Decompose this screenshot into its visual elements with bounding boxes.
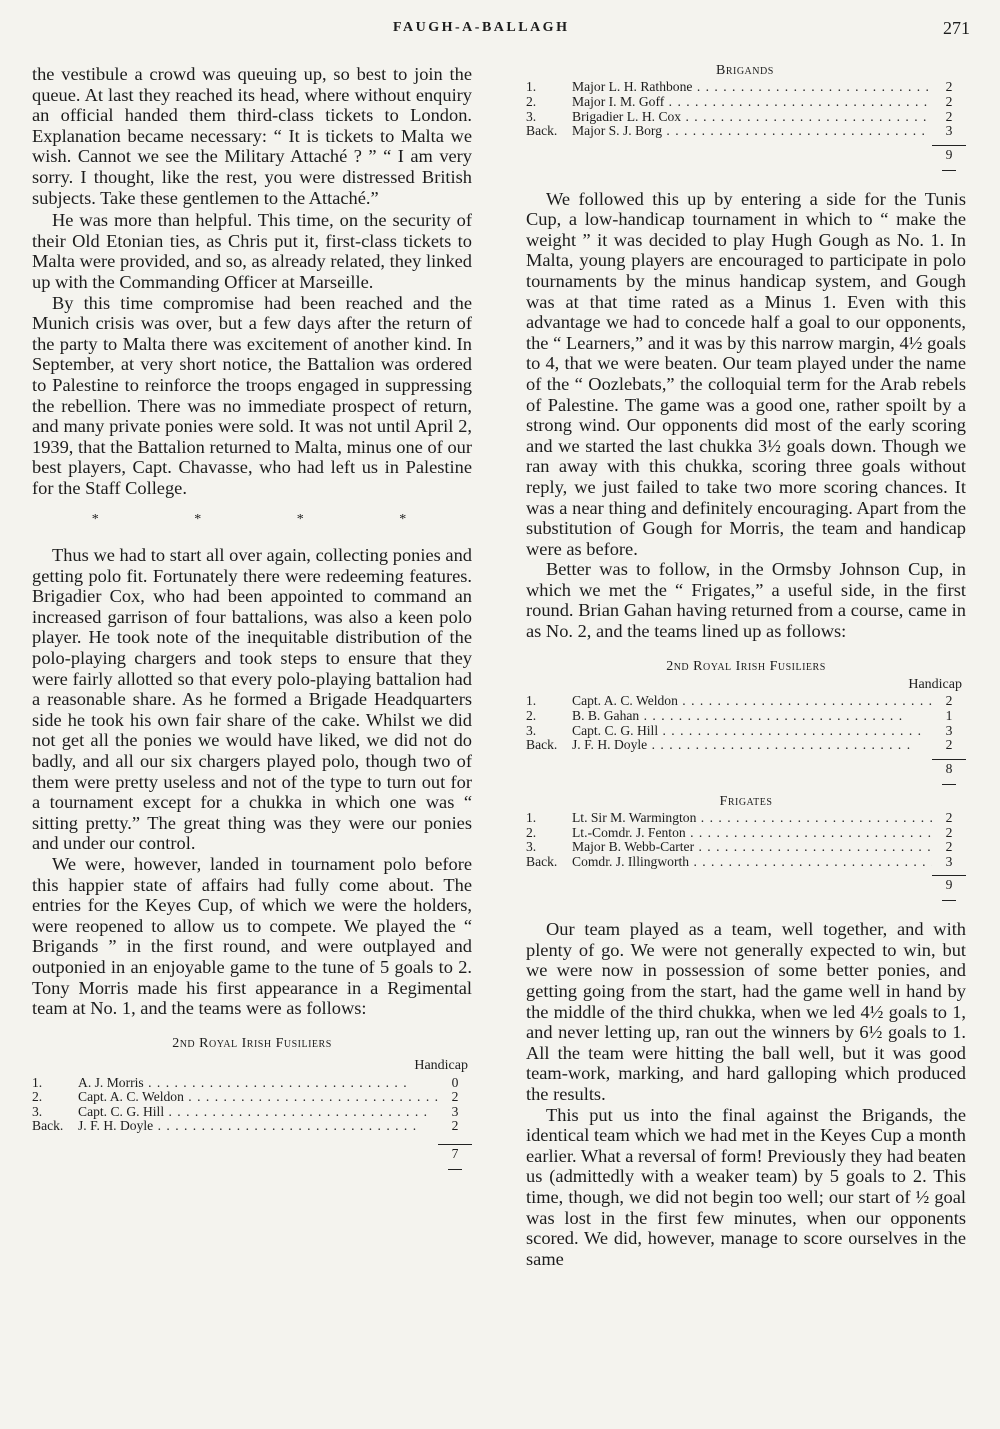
handicap-value: 3 — [945, 853, 953, 869]
position: 3. — [526, 108, 537, 124]
player-name: Capt. C. G. Hill . . — [572, 724, 932, 738]
handicap-value: 2 — [451, 1118, 459, 1134]
running-title: FAUGH-A-BALLAGH — [393, 20, 570, 35]
position: 1. — [526, 810, 537, 826]
total-rule — [526, 893, 966, 907]
team-title: 2nd Royal Irish Fusiliers — [666, 658, 826, 674]
handicap-value: 2 — [945, 108, 953, 124]
position: 2. — [526, 94, 537, 109]
handicap-label: Handicap — [908, 677, 962, 693]
player-name: Capt. C. G. Hill . . — [78, 1105, 438, 1119]
team-lineup-frigates — [526, 795, 966, 908]
position: Back. — [32, 1118, 64, 1134]
paragraph: We were, however, landed in tournament polo before this happier state of affairs had fully come about. The entries for the Keyes Cup, of which we were the holders, were reopened to allow us to compete. We played the “ Brigands ” in the first round, and were outplayed and outponied in an enjoyable game to the tune of 5 goals to 2. Tony Morris made his first appearance in a Regimental team at No. 1, and the teams were as follows: — [32, 853, 472, 1019]
position: 2. — [526, 708, 537, 724]
paragraph: the vestibule a crowd was queuing up, so best to join the queue. At last they reached its head, where without enquiry an official handed them third-class tickets to London. Explanation became necessary: “ It is tickets to Malta we wish. Cannot we see the Military Attaché ? ” “ I am very sorry. I thought, like the rest, you were distressed British subjects. Take these gentlemen to the Attaché.” — [32, 64, 472, 208]
handicap-value: 3 — [945, 123, 953, 139]
paragraph: We followed this up by entering a side for the Tunis Cup, a low-handicap tournament in which to “ make the weight ” it was decided to play Hugh Gough as No. 1. In Malta, young players are encouraged to participate in polo tournaments by the minus handicap system, and Gough was at that time rated as a Minus 1. Even with this advantage we had to concede half a goal to our opponents, the “ Learners,” and it was by this narrow margin, 4½ goals to 4, that we were beaten. Our team played under the name of the “ Oozlebats,” the colloquial term for the Arab rebels of Palestine. The game was a good one, rather spoilt by a strong wind. Our opponents did most of the early scoring and we started the last chukka 3½ goals down. Though we ran away with this chukka, scoring three goals without reply, we just failed to take two more scoring chances. It was a near thing and definitely encouraging. Apart from the substitution of Gough for Morris, the team and handicap were as before. — [526, 188, 966, 559]
handicap-total — [32, 1144, 472, 1161]
position: 1. — [526, 693, 537, 709]
left-column — [32, 64, 472, 1176]
position: 2. — [526, 824, 537, 840]
total-rule — [526, 776, 966, 790]
lineup-row — [32, 1119, 472, 1134]
lineup-row — [526, 738, 966, 753]
handicap-value: 2 — [945, 94, 953, 109]
lineup-row — [526, 811, 966, 826]
lineup-row — [526, 826, 966, 841]
position: 3. — [32, 1103, 43, 1119]
position: 3. — [526, 839, 537, 855]
handicap-value: 2 — [945, 810, 953, 826]
handicap-value: 2 — [945, 737, 953, 753]
team-lineup-rif — [32, 1037, 472, 1176]
handicap-value: 2 — [945, 79, 953, 95]
paragraph: Our team played as a team, well together, and with plenty of go. We were not generally expected to win, but we were now in possession of some better ponies, and getting going from the start, had the game well in hand by the middle of the third chukka, when we led 4½ goals to 1, and never letting up, ran out the winners by 6½ goals to 1. All the team were hitting the ball well, but it was good team-work, marking, and hard galloping which produced the results. — [526, 919, 966, 1104]
lineup-row — [526, 709, 966, 724]
handicap-value: 3 — [451, 1103, 459, 1119]
lineup-row — [526, 840, 966, 855]
paragraph: By this time compromise had been reached and the Munich crisis was over, but a few days after the return of the party to Malta there was excitement of another kind. In September, at very short notice, the Battalion was ordered to Palestine to reinforce the troops engaged in suppressing the rebellion. There was no immediate prospect of return, and many private ponies were sold. It was not until April 2, 1939, that the Battalion returned to Malta, minus one of our best players, Capt. Chavasse, who had left us in Palestine for the Staff College. — [32, 292, 472, 498]
position: 1. — [526, 79, 537, 95]
player-name: B. B. Gahan . . — [572, 709, 932, 723]
position: 1. — [32, 1074, 43, 1090]
handicap-total — [526, 145, 966, 162]
lineup-row — [32, 1090, 472, 1105]
total-value: 9 — [932, 875, 966, 892]
player-name: Major B. Webb-Carter . . — [572, 840, 932, 854]
player-name: Brigadier L. H. Cox . . — [572, 110, 932, 124]
section-separator: * * * * — [91, 512, 453, 528]
total-value: 7 — [438, 1144, 472, 1161]
position: Back. — [526, 853, 558, 869]
position: 3. — [526, 722, 537, 738]
lineup-row — [32, 1076, 472, 1091]
player-name: A. J. Morris . . — [78, 1076, 438, 1090]
player-name: J. F. H. Doyle . . — [572, 738, 932, 752]
lineup-row — [526, 80, 966, 95]
player-name: Major I. M. Goff . . — [572, 95, 932, 109]
team-lineup-brigands — [526, 64, 966, 177]
handicap-value: 1 — [945, 708, 953, 724]
handicap-value: 2 — [945, 824, 953, 840]
position: 2. — [32, 1089, 43, 1105]
player-name: Lt. Sir M. Warmington . . — [572, 811, 932, 825]
page-number: 271 — [943, 18, 970, 38]
handicap-value: 2 — [451, 1089, 459, 1105]
team-title: Brigands — [716, 63, 774, 78]
total-value: 9 — [932, 145, 966, 162]
handicap-value: 3 — [945, 722, 953, 738]
lineup-row — [526, 124, 966, 139]
position: Back. — [526, 737, 558, 753]
paragraph: This put us into the final against the Brigands, the identical team which we had met in the Keyes Cup a month earlier. What a reversal of form! Previously they had beaten us (admittedly with a weaker team) by 5 goals to 2. This time, though, we did not begin too well; our start of ½ goal was lost in the first few minutes, when our opponents scored. We did, however, manage to score ourselves in the same — [526, 1104, 966, 1269]
paragraph: He was more than helpful. This time, on the security of their Old Etonian ties, as Chris put it, first-class tickets to Malta were provided, and so, as already related, they linked up with the Commanding Officer at Marseille. — [32, 210, 472, 292]
right-column — [526, 64, 966, 1269]
lineup-row — [526, 694, 966, 709]
player-name: Capt. A. C. Weldon . . — [78, 1090, 438, 1104]
team-lineup-rif — [526, 660, 966, 791]
total-rule — [32, 1161, 472, 1175]
lineup-row — [526, 724, 966, 739]
handicap-value: 2 — [945, 839, 953, 855]
team-title: 2nd Royal Irish Fusiliers — [172, 1035, 332, 1051]
player-name: Major L. H. Rathbone . . — [572, 80, 932, 94]
player-name: Capt. A. C. Weldon . . — [572, 694, 932, 708]
paragraph: Better was to follow, in the Ormsby Johnson Cup, in which we met the “ Frigates,” a useful side, in the first round. Brian Gahan having returned from a course, came in as No. 2, and the teams lined up as follows: — [526, 559, 966, 642]
player-name: Comdr. J. Illingworth . . — [572, 855, 932, 869]
lineup-row — [526, 855, 966, 870]
total-value: 8 — [932, 759, 966, 776]
player-name: J. F. H. Doyle . . — [78, 1119, 438, 1133]
handicap-value: 0 — [451, 1074, 459, 1090]
position: Back. — [526, 123, 558, 139]
team-title: Frigates — [719, 793, 773, 809]
lineup-row — [32, 1105, 472, 1120]
handicap-label: Handicap — [414, 1058, 468, 1074]
player-name: Lt.-Comdr. J. Fenton . . — [572, 826, 932, 840]
handicap-total — [526, 875, 966, 892]
player-name: Major S. J. Borg . . — [572, 124, 932, 138]
total-rule — [526, 162, 966, 176]
paragraph: Thus we had to start all over again, collecting ponies and getting polo fit. Fortunately there were redeeming features. Brigadier Cox, who had been appointed to command an increased garrison of four battalions, was also a keen polo player. He took note of the inequitable distribution of the polo-playing chargers and took steps to ensure that they were fairly allotted so that every polo-playing battalion had a reasonable share. As he formed a Brigade Headquarters side he took his own fair share of the cake. Whilst we did not get all the ponies we would have liked, we did not do badly, and all our six chargers played polo, though two of them were pretty useless and not of the type to turn out for a tournament except for a chukka in which one was “ sitting pretty.” The great thing was they were our ponies and under our control. — [32, 545, 472, 854]
page-header — [0, 18, 1000, 44]
lineup-row — [526, 110, 966, 125]
lineup-row — [526, 95, 966, 110]
handicap-value: 2 — [945, 693, 953, 709]
handicap-total — [526, 759, 966, 776]
